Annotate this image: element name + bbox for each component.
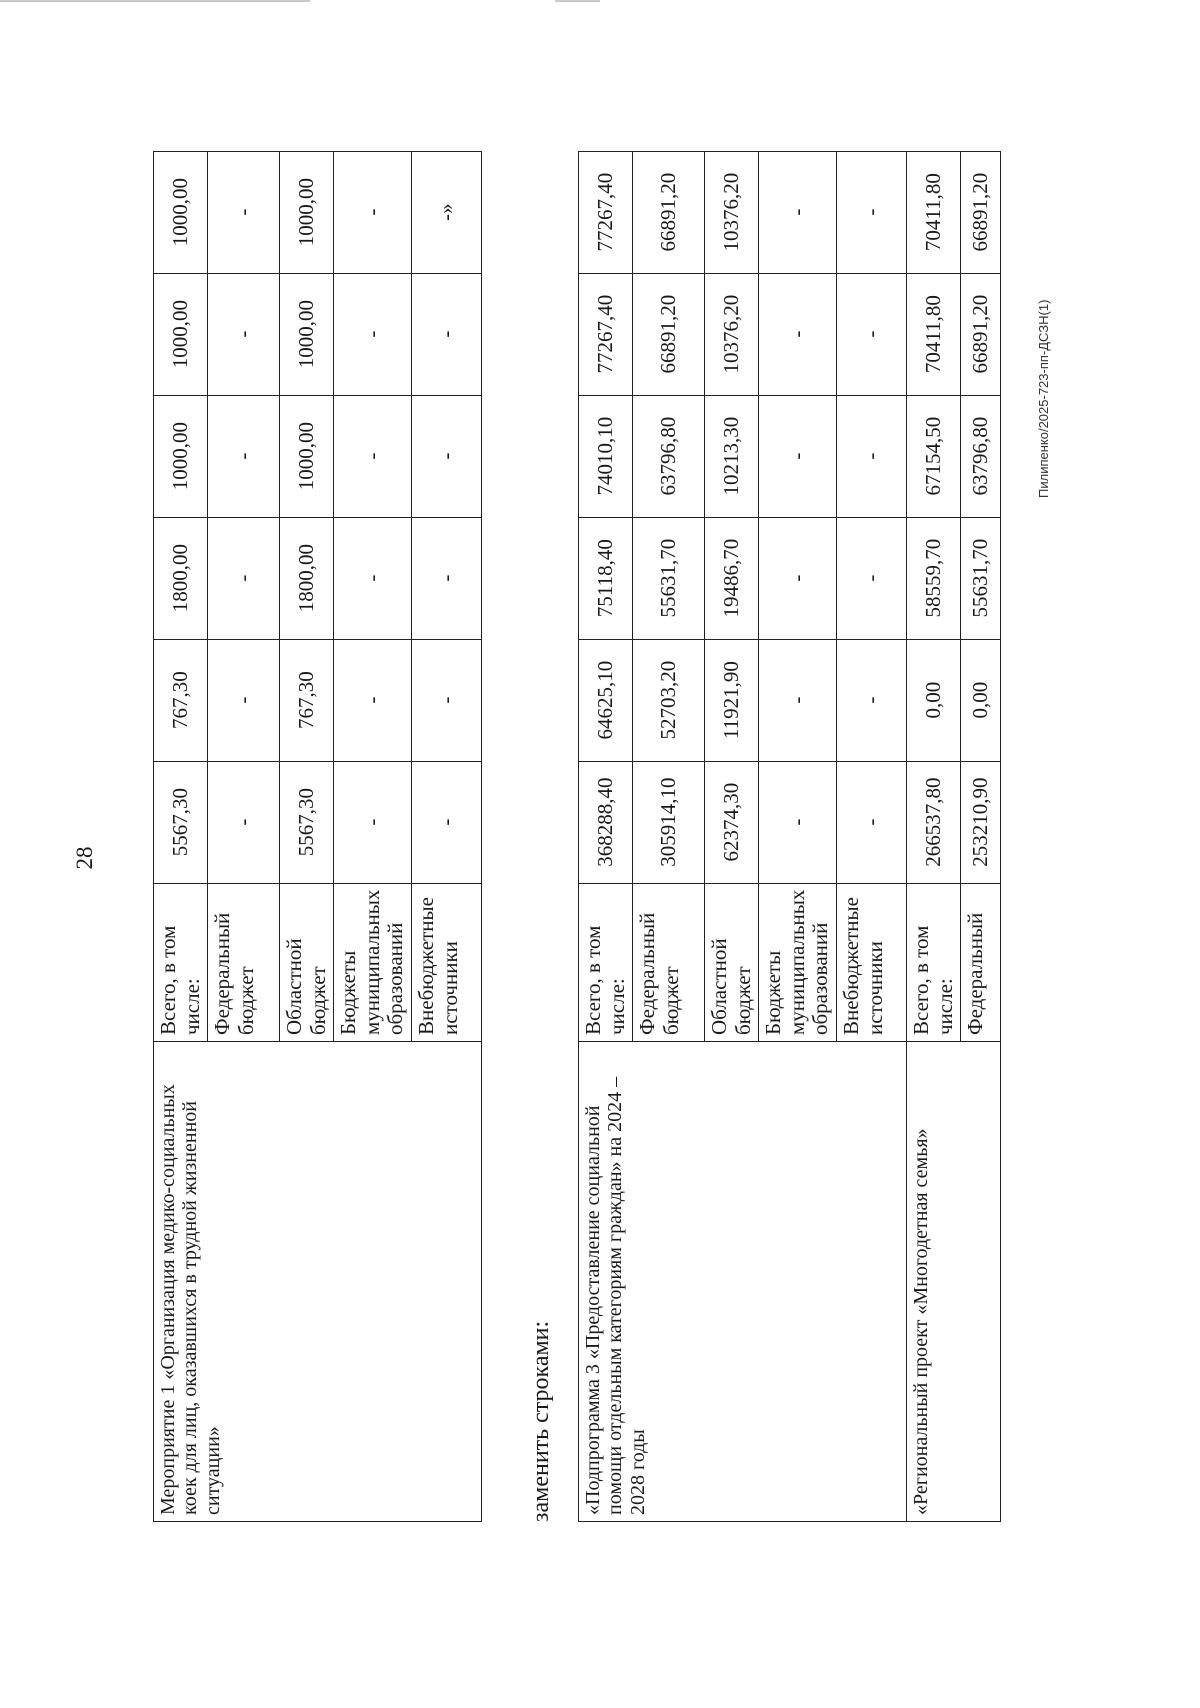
amount-cell: -	[837, 273, 907, 395]
amount-cell: 75118,40	[579, 517, 633, 639]
program-name-cell: Мероприятие 1 «Организация медико-социальных коек для лиц, оказавшихся в трудной жизненной ситуации»	[154, 1042, 482, 1522]
amount-cell: 1800,00	[154, 517, 208, 639]
amount-cell: -	[837, 761, 907, 883]
amount-cell: 767,30	[154, 639, 208, 761]
amount-cell: -	[208, 395, 280, 517]
table-row	[907, 151, 961, 1521]
amount-cell: 10376,20	[705, 151, 759, 273]
amount-cell: -	[412, 273, 482, 395]
funding-source-cell: Областной бюджет	[705, 883, 759, 1041]
table-row	[154, 151, 208, 1521]
funding-source-cell: Федеральный бюджет	[633, 883, 705, 1041]
amount-cell: -	[837, 395, 907, 517]
amount-cell: 11921,90	[705, 639, 759, 761]
amount-cell: -	[208, 639, 280, 761]
amount-cell: 5567,30	[154, 761, 208, 883]
amount-cell: 10213,30	[705, 395, 759, 517]
amount-cell: 63796,80	[633, 395, 705, 517]
amount-cell: -	[837, 151, 907, 273]
amount-cell: 70411,80	[907, 151, 961, 273]
amount-cell: 1000,00	[154, 151, 208, 273]
amount-cell: 66891,20	[633, 151, 705, 273]
amount-cell: 1800,00	[280, 517, 334, 639]
amount-cell: 1000,00	[154, 273, 208, 395]
funding-source-cell: Областной бюджет	[280, 883, 334, 1041]
funding-source-cell: Всего, в том числе:	[579, 883, 633, 1041]
amount-cell: 767,30	[280, 639, 334, 761]
amount-cell: -	[208, 761, 280, 883]
footer-document-code: Пилипенко/2025-723-пп-ДСЗН(1)	[1036, 299, 1051, 498]
rotated-page	[0, 148, 1060, 1708]
scan-edge-line-short	[555, 0, 600, 2]
amount-cell: 10376,20	[705, 273, 759, 395]
amount-cell: 368288,40	[579, 761, 633, 883]
amount-cell: -	[412, 517, 482, 639]
funding-source-cell: Всего, в том числе:	[907, 883, 961, 1041]
amount-cell: 1000,00	[280, 151, 334, 273]
amount-cell: -	[759, 395, 837, 517]
amount-cell: -	[334, 761, 412, 883]
amount-cell: -	[208, 273, 280, 395]
amount-cell: 0,00	[961, 639, 1001, 761]
amount-cell: 74010,10	[579, 395, 633, 517]
amount-cell: -	[837, 517, 907, 639]
amount-cell: -	[334, 395, 412, 517]
amount-cell: -	[334, 151, 412, 273]
amount-cell: 66891,20	[633, 273, 705, 395]
funding-source-cell: Федеральный бюджет	[208, 883, 280, 1041]
budget-table-subprogram-3	[578, 151, 1001, 1522]
amount-cell: 253210,90	[961, 761, 1001, 883]
amount-cell: 77267,40	[579, 273, 633, 395]
amount-cell: 19486,70	[705, 517, 759, 639]
funding-source-cell: Федеральный	[961, 883, 1001, 1041]
amount-cell: -	[759, 151, 837, 273]
amount-cell: 55631,70	[961, 517, 1001, 639]
funding-source-cell: Всего, в том числе:	[154, 883, 208, 1041]
scan-edge-line	[0, 0, 310, 2]
funding-source-cell: Внебюджетные источники	[412, 883, 482, 1041]
amount-cell: 52703,20	[633, 639, 705, 761]
amount-cell: -	[208, 151, 280, 273]
budget-table-event-1	[153, 151, 482, 1522]
funding-source-cell: Бюджеты муниципальных образований	[759, 883, 837, 1041]
amount-cell: 58559,70	[907, 517, 961, 639]
amount-cell: -	[412, 761, 482, 883]
amount-cell: 5567,30	[280, 761, 334, 883]
amount-cell: -	[412, 395, 482, 517]
page-number: 28	[72, 846, 97, 870]
amount-cell: 66891,20	[961, 151, 1001, 273]
amount-cell: -	[208, 517, 280, 639]
amount-cell: 70411,80	[907, 273, 961, 395]
amount-cell: 67154,50	[907, 395, 961, 517]
amount-cell: 1000,00	[154, 395, 208, 517]
amount-cell: -	[759, 273, 837, 395]
amount-cell: -»	[412, 151, 482, 273]
funding-source-cell: Внебюджетные источники	[837, 883, 907, 1041]
amount-cell: -	[837, 639, 907, 761]
amount-cell: 55631,70	[633, 517, 705, 639]
funding-source-cell: Бюджеты муниципальных образований	[334, 883, 412, 1041]
program-name-cell: «Подпрограмма 3 «Предоставление социальной помощи отдельным категориям граждан» на 2024 – 2028 годы	[579, 1042, 907, 1522]
amount-cell: 305914,10	[633, 761, 705, 883]
amount-cell: 63796,80	[961, 395, 1001, 517]
amount-cell: -	[759, 761, 837, 883]
amount-cell: -	[334, 273, 412, 395]
amount-cell: 77267,40	[579, 151, 633, 273]
amount-cell: -	[759, 639, 837, 761]
amount-cell: 62374,30	[705, 761, 759, 883]
program-name-cell: «Региональный проект «Многодетная семья»	[907, 1042, 1001, 1522]
amount-cell: -	[412, 639, 482, 761]
replace-label: заменить строками:	[528, 1320, 554, 1522]
amount-cell: -	[334, 517, 412, 639]
amount-cell: -	[759, 517, 837, 639]
amount-cell: 266537,80	[907, 761, 961, 883]
amount-cell: 66891,20	[961, 273, 1001, 395]
amount-cell: 0,00	[907, 639, 961, 761]
amount-cell: -	[334, 639, 412, 761]
table-row	[579, 151, 633, 1521]
amount-cell: 1000,00	[280, 395, 334, 517]
amount-cell: 64625,10	[579, 639, 633, 761]
amount-cell: 1000,00	[280, 273, 334, 395]
